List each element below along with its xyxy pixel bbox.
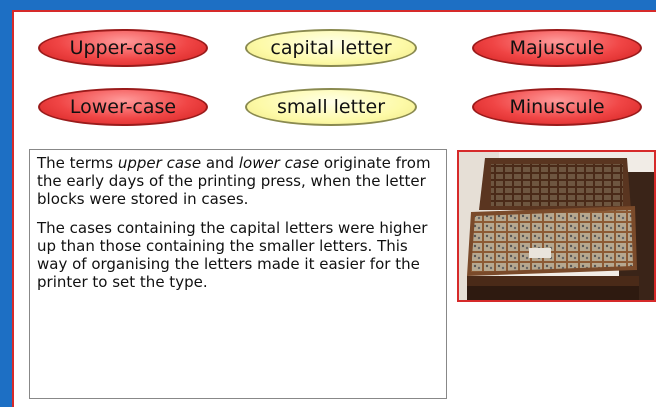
explanation-text-box <box>29 149 447 399</box>
upper-case-pill[interactable]: Upper-case <box>38 29 208 67</box>
majuscule-pill[interactable]: Majuscule <box>472 29 642 67</box>
paragraph-origin: The terms upper case and lower case originate from the early days of the printing press, when the letter blocks were stored in cases. <box>37 154 431 208</box>
small-letter-pill[interactable]: small letter <box>245 88 417 126</box>
type-case-illustration <box>459 152 654 300</box>
minuscule-pill[interactable]: Minuscule <box>472 88 642 126</box>
capital-letter-pill[interactable]: capital letter <box>245 29 417 67</box>
lower-case-pill[interactable]: Lower-case <box>38 88 208 126</box>
paragraph-cases: The cases containing the capital letters were higher up than those containing the smaller letters. This way of organising the letters made it easier for the printer to set the type. <box>37 219 428 291</box>
type-case-photo <box>457 150 656 302</box>
